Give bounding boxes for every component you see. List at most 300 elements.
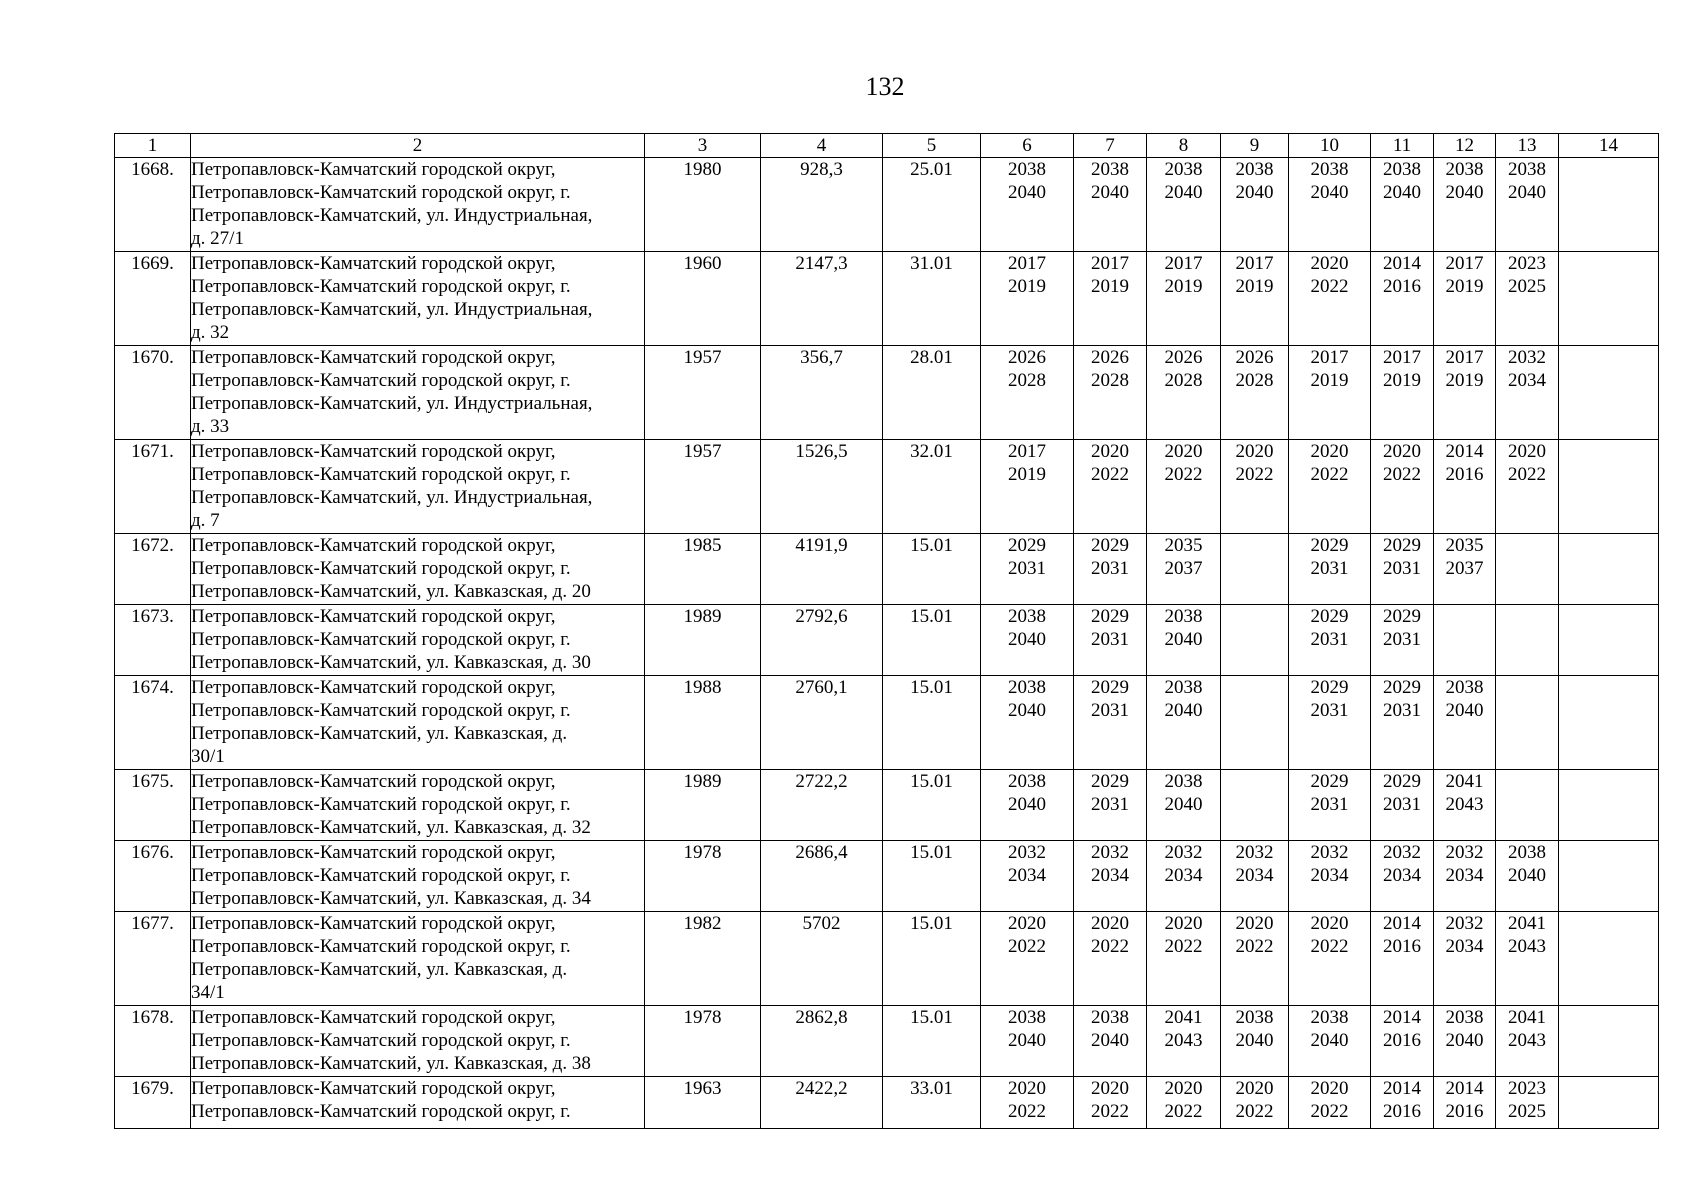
address-line: Петропавловск-Камчатский городской округ, г. [191, 182, 571, 203]
period-cell-col7 [1074, 770, 1147, 841]
period-end-year: 2040 [1008, 182, 1046, 203]
column-header-7: 7 [1074, 134, 1147, 158]
period-end-year: 2034 [1235, 865, 1274, 886]
period-cell-col9 [1221, 770, 1289, 841]
row-number: 1671. [115, 440, 191, 534]
period-end-year: 2034 [1164, 865, 1203, 886]
period-cell-col7 [1074, 841, 1147, 912]
period-end-year: 2040 [1310, 182, 1349, 203]
build-year: 1989 [645, 770, 761, 841]
period-end-year: 2022 [1235, 1101, 1274, 1122]
column-header-6: 6 [981, 134, 1074, 158]
period-cell-col10 [1289, 1006, 1371, 1077]
build-year: 1957 [645, 346, 761, 440]
total-area: 5702 [761, 912, 883, 1006]
period-cell-col9 [1221, 1077, 1289, 1129]
period-end-year: 2019 [1445, 276, 1484, 297]
period-end-year: 2040 [1091, 182, 1129, 203]
build-year: 1985 [645, 534, 761, 605]
period-cell-col11 [1371, 534, 1434, 605]
period-end-year: 2019 [1310, 370, 1349, 391]
address-line: Петропавловск-Камчатский городской округ, [191, 441, 556, 462]
column-header-12: 12 [1434, 134, 1496, 158]
row-number: 1668. [115, 158, 191, 252]
period-start-year: 2017 [1310, 347, 1349, 368]
code-value: 15.01 [883, 770, 981, 841]
row-number: 1670. [115, 346, 191, 440]
column-14-cell [1559, 346, 1659, 440]
period-end-year: 2040 [1164, 182, 1203, 203]
period-cell-col12 [1434, 605, 1496, 676]
period-start-year: 2038 [1235, 159, 1274, 180]
address-line: Петропавловск-Камчатский, ул. Кавказская, д. 34 [191, 888, 591, 909]
period-cell-col7 [1074, 912, 1147, 1006]
period-start-year: 2020 [1508, 441, 1546, 462]
row-number: 1679. [115, 1077, 191, 1129]
period-start-year: 2029 [1008, 535, 1046, 556]
period-end-year: 2016 [1445, 464, 1484, 485]
address-line: Петропавловск-Камчатский городской округ, [191, 771, 556, 792]
code-value: 33.01 [883, 1077, 981, 1129]
period-start-year: 2026 [1235, 347, 1274, 368]
period-start-year: 2029 [1383, 771, 1421, 792]
period-cell-col6 [981, 158, 1074, 252]
row-number: 1678. [115, 1006, 191, 1077]
build-year: 1980 [645, 158, 761, 252]
period-end-year: 2034 [1008, 865, 1046, 886]
table-row [115, 1006, 1659, 1077]
period-cell-col6 [981, 1077, 1074, 1129]
period-start-year: 2029 [1310, 606, 1349, 627]
period-cell-col6 [981, 1006, 1074, 1077]
address-line: Петропавловск-Камчатский городской округ, [191, 1007, 556, 1028]
address-cell [191, 1077, 645, 1129]
column-14-cell [1559, 252, 1659, 346]
period-start-year: 2032 [1091, 842, 1129, 863]
period-cell-col8 [1147, 252, 1221, 346]
period-start-year: 2029 [1310, 677, 1349, 698]
period-start-year: 2038 [1383, 159, 1421, 180]
column-header-3: 3 [645, 134, 761, 158]
column-header-9: 9 [1221, 134, 1289, 158]
period-start-year: 2032 [1235, 842, 1274, 863]
table-row [115, 841, 1659, 912]
table-row [115, 534, 1659, 605]
period-end-year: 2016 [1383, 936, 1421, 957]
code-value: 32.01 [883, 440, 981, 534]
address-line: д. 32 [191, 322, 230, 343]
period-cell-col7 [1074, 1077, 1147, 1129]
address-cell [191, 346, 645, 440]
period-cell-col8 [1147, 1077, 1221, 1129]
period-start-year: 2032 [1383, 842, 1421, 863]
period-start-year: 2020 [1310, 253, 1349, 274]
address-line: Петропавловск-Камчатский, ул. Индустриальная, [191, 393, 593, 414]
period-start-year: 2020 [1310, 441, 1349, 462]
period-cell-col12 [1434, 440, 1496, 534]
period-cell-col8 [1147, 605, 1221, 676]
address-line: Петропавловск-Камчатский городской округ, [191, 913, 556, 934]
total-area: 2862,8 [761, 1006, 883, 1077]
period-cell-col9 [1221, 346, 1289, 440]
period-end-year: 2022 [1164, 1101, 1203, 1122]
period-cell-col12 [1434, 346, 1496, 440]
period-cell-col10 [1289, 252, 1371, 346]
period-cell-col9 [1221, 1006, 1289, 1077]
period-end-year: 2028 [1164, 370, 1203, 391]
address-cell [191, 440, 645, 534]
period-start-year: 2017 [1008, 441, 1046, 462]
period-start-year: 2032 [1508, 347, 1546, 368]
period-end-year: 2022 [1310, 936, 1349, 957]
period-start-year: 2023 [1508, 1078, 1546, 1099]
total-area: 2722,2 [761, 770, 883, 841]
period-cell-col6 [981, 676, 1074, 770]
period-start-year: 2020 [1164, 913, 1203, 934]
code-value: 15.01 [883, 534, 981, 605]
row-number: 1672. [115, 534, 191, 605]
address-line: Петропавловск-Камчатский городской округ, г. [191, 629, 571, 650]
period-cell-col13 [1496, 534, 1559, 605]
page-number: 132 [865, 72, 905, 101]
column-14-cell [1559, 770, 1659, 841]
total-area: 928,3 [761, 158, 883, 252]
period-end-year: 2040 [1164, 629, 1203, 650]
period-end-year: 2031 [1091, 700, 1129, 721]
address-cell [191, 158, 645, 252]
period-cell-col8 [1147, 841, 1221, 912]
period-end-year: 2043 [1508, 1030, 1546, 1051]
column-header-8: 8 [1147, 134, 1221, 158]
period-start-year: 2014 [1445, 1078, 1484, 1099]
period-cell-col11 [1371, 252, 1434, 346]
table-row [115, 440, 1659, 534]
period-start-year: 2035 [1164, 535, 1203, 556]
address-line: Петропавловск-Камчатский, ул. Кавказская, д. [191, 723, 568, 744]
address-line: Петропавловск-Камчатский, ул. Кавказская, д. 32 [191, 817, 591, 838]
build-year: 1978 [645, 1006, 761, 1077]
address-cell [191, 912, 645, 1006]
address-line: Петропавловск-Камчатский городской округ, [191, 842, 556, 863]
period-end-year: 2034 [1310, 865, 1349, 886]
period-start-year: 2038 [1008, 159, 1046, 180]
period-start-year: 2038 [1091, 159, 1129, 180]
period-end-year: 2022 [1008, 1101, 1046, 1122]
period-cell-col8 [1147, 770, 1221, 841]
column-14-cell [1559, 158, 1659, 252]
total-area: 2760,1 [761, 676, 883, 770]
period-start-year: 2035 [1445, 535, 1484, 556]
period-end-year: 2031 [1310, 794, 1349, 815]
period-end-year: 2040 [1445, 1030, 1484, 1051]
period-end-year: 2031 [1310, 700, 1349, 721]
period-end-year: 2031 [1383, 558, 1421, 579]
address-line: Петропавловск-Камчатский городской округ, г. [191, 464, 571, 485]
period-end-year: 2028 [1008, 370, 1046, 391]
period-cell-col11 [1371, 841, 1434, 912]
period-start-year: 2029 [1310, 771, 1349, 792]
period-cell-col9 [1221, 912, 1289, 1006]
period-end-year: 2019 [1008, 464, 1046, 485]
period-start-year: 2032 [1164, 842, 1203, 863]
period-start-year: 2014 [1383, 1078, 1421, 1099]
column-header-14: 14 [1559, 134, 1659, 158]
period-end-year: 2022 [1008, 936, 1046, 957]
period-start-year: 2017 [1091, 253, 1129, 274]
table-row [115, 770, 1659, 841]
period-end-year: 2016 [1383, 1101, 1421, 1122]
period-end-year: 2028 [1091, 370, 1129, 391]
period-start-year: 2017 [1383, 347, 1421, 368]
total-area: 2422,2 [761, 1077, 883, 1129]
period-cell-col6 [981, 605, 1074, 676]
row-number: 1675. [115, 770, 191, 841]
period-cell-col11 [1371, 346, 1434, 440]
period-start-year: 2014 [1383, 1007, 1421, 1028]
period-start-year: 2029 [1383, 535, 1421, 556]
period-start-year: 2038 [1164, 771, 1203, 792]
period-start-year: 2026 [1091, 347, 1129, 368]
period-cell-col12 [1434, 158, 1496, 252]
period-cell-col8 [1147, 346, 1221, 440]
period-cell-col7 [1074, 1006, 1147, 1077]
period-end-year: 2034 [1091, 865, 1129, 886]
period-start-year: 2014 [1383, 253, 1421, 274]
address-line: Петропавловск-Камчатский городской округ, г. [191, 1101, 571, 1122]
period-end-year: 2043 [1508, 936, 1546, 957]
address-line: Петропавловск-Камчатский, ул. Индустриальная, [191, 487, 593, 508]
period-start-year: 2038 [1008, 1007, 1046, 1028]
total-area: 2792,6 [761, 605, 883, 676]
column-14-cell [1559, 605, 1659, 676]
period-cell-col6 [981, 770, 1074, 841]
address-line: д. 7 [191, 510, 220, 531]
period-end-year: 2031 [1310, 558, 1349, 579]
period-start-year: 2038 [1445, 159, 1484, 180]
address-line: Петропавловск-Камчатский городской округ, [191, 347, 556, 368]
period-cell-col7 [1074, 158, 1147, 252]
period-end-year: 2028 [1235, 370, 1274, 391]
period-end-year: 2034 [1383, 865, 1421, 886]
period-end-year: 2022 [1235, 464, 1274, 485]
period-cell-col12 [1434, 912, 1496, 1006]
period-cell-col13 [1496, 841, 1559, 912]
column-header-4: 4 [761, 134, 883, 158]
table-row [115, 605, 1659, 676]
address-line: Петропавловск-Камчатский, ул. Кавказская, д. 38 [191, 1053, 591, 1074]
period-end-year: 2022 [1164, 936, 1203, 957]
period-start-year: 2020 [1235, 1078, 1274, 1099]
period-end-year: 2019 [1235, 276, 1274, 297]
period-cell-col10 [1289, 346, 1371, 440]
period-start-year: 2029 [1310, 535, 1349, 556]
period-cell-col7 [1074, 676, 1147, 770]
period-start-year: 2026 [1008, 347, 1046, 368]
period-cell-col10 [1289, 770, 1371, 841]
period-end-year: 2022 [1235, 936, 1274, 957]
period-start-year: 2014 [1445, 441, 1484, 462]
period-cell-col7 [1074, 605, 1147, 676]
period-start-year: 2041 [1164, 1007, 1203, 1028]
period-end-year: 2019 [1008, 276, 1046, 297]
period-start-year: 2017 [1164, 253, 1203, 274]
period-end-year: 2040 [1383, 182, 1421, 203]
period-cell-col11 [1371, 1006, 1434, 1077]
period-start-year: 2041 [1508, 913, 1546, 934]
period-start-year: 2038 [1008, 677, 1046, 698]
period-start-year: 2038 [1508, 159, 1546, 180]
period-cell-col10 [1289, 1077, 1371, 1129]
period-end-year: 2019 [1091, 276, 1129, 297]
period-start-year: 2020 [1008, 1078, 1046, 1099]
column-header-5: 5 [883, 134, 981, 158]
build-year: 1988 [645, 676, 761, 770]
table-row [115, 912, 1659, 1006]
address-cell [191, 252, 645, 346]
code-value: 31.01 [883, 252, 981, 346]
period-cell-col10 [1289, 676, 1371, 770]
period-cell-col13 [1496, 252, 1559, 346]
column-header-13: 13 [1496, 134, 1559, 158]
period-start-year: 2014 [1383, 913, 1421, 934]
period-end-year: 2040 [1164, 794, 1203, 815]
period-end-year: 2031 [1310, 629, 1349, 650]
period-end-year: 2022 [1508, 464, 1546, 485]
address-line: Петропавловск-Камчатский городской округ, г. [191, 936, 571, 957]
period-end-year: 2022 [1383, 464, 1421, 485]
address-cell [191, 1006, 645, 1077]
period-cell-col10 [1289, 605, 1371, 676]
period-start-year: 2038 [1445, 1007, 1484, 1028]
build-year: 1982 [645, 912, 761, 1006]
address-cell [191, 841, 645, 912]
period-cell-col6 [981, 912, 1074, 1006]
build-year: 1978 [645, 841, 761, 912]
period-cell-col8 [1147, 158, 1221, 252]
address-line: 34/1 [191, 982, 225, 1003]
table-row [115, 252, 1659, 346]
period-cell-col8 [1147, 912, 1221, 1006]
period-start-year: 2038 [1310, 159, 1349, 180]
period-end-year: 2043 [1164, 1030, 1203, 1051]
period-start-year: 2029 [1383, 606, 1421, 627]
period-cell-col8 [1147, 534, 1221, 605]
period-end-year: 2022 [1310, 1101, 1349, 1122]
period-start-year: 2029 [1091, 535, 1129, 556]
period-cell-col11 [1371, 676, 1434, 770]
total-area: 2686,4 [761, 841, 883, 912]
period-cell-col12 [1434, 252, 1496, 346]
period-end-year: 2040 [1445, 182, 1484, 203]
period-cell-col11 [1371, 440, 1434, 534]
period-cell-col10 [1289, 841, 1371, 912]
period-end-year: 2040 [1235, 1030, 1274, 1051]
period-cell-col12 [1434, 1006, 1496, 1077]
period-cell-col7 [1074, 252, 1147, 346]
period-cell-col9 [1221, 534, 1289, 605]
period-cell-col13 [1496, 912, 1559, 1006]
period-end-year: 2019 [1383, 370, 1421, 391]
address-line: Петропавловск-Камчатский городской округ, [191, 535, 556, 556]
period-cell-col6 [981, 252, 1074, 346]
period-start-year: 2038 [1008, 606, 1046, 627]
period-end-year: 2025 [1508, 1101, 1546, 1122]
table-body [115, 158, 1659, 1129]
period-end-year: 2040 [1445, 700, 1484, 721]
period-start-year: 2020 [1008, 913, 1046, 934]
period-cell-col6 [981, 346, 1074, 440]
period-start-year: 2032 [1445, 842, 1484, 863]
address-line: Петропавловск-Камчатский городской округ, [191, 1078, 556, 1099]
period-cell-col13 [1496, 770, 1559, 841]
period-start-year: 2020 [1310, 913, 1349, 934]
build-year: 1989 [645, 605, 761, 676]
period-cell-col9 [1221, 841, 1289, 912]
period-start-year: 2029 [1091, 771, 1129, 792]
period-start-year: 2038 [1235, 1007, 1274, 1028]
period-end-year: 2040 [1008, 700, 1046, 721]
period-start-year: 2038 [1310, 1007, 1349, 1028]
period-end-year: 2022 [1310, 276, 1349, 297]
column-14-cell [1559, 440, 1659, 534]
period-start-year: 2032 [1310, 842, 1349, 863]
period-start-year: 2026 [1164, 347, 1203, 368]
period-end-year: 2025 [1508, 276, 1546, 297]
period-start-year: 2020 [1310, 1078, 1349, 1099]
total-area: 4191,9 [761, 534, 883, 605]
address-line: Петропавловск-Камчатский городской округ, [191, 253, 556, 274]
column-14-cell [1559, 841, 1659, 912]
period-end-year: 2040 [1164, 700, 1203, 721]
period-end-year: 2040 [1008, 794, 1046, 815]
code-value: 15.01 [883, 676, 981, 770]
period-end-year: 2040 [1310, 1030, 1349, 1051]
address-line: Петропавловск-Камчатский городской округ, г. [191, 370, 571, 391]
period-end-year: 2040 [1235, 182, 1274, 203]
period-start-year: 2032 [1008, 842, 1046, 863]
table-row [115, 676, 1659, 770]
period-end-year: 2016 [1383, 276, 1421, 297]
address-cell [191, 770, 645, 841]
address-line: Петропавловск-Камчатский, ул. Кавказская, д. [191, 959, 568, 980]
row-number: 1677. [115, 912, 191, 1006]
address-line: Петропавловск-Камчатский городской округ, г. [191, 558, 571, 579]
period-end-year: 2022 [1091, 464, 1129, 485]
period-cell-col9 [1221, 158, 1289, 252]
code-value: 25.01 [883, 158, 981, 252]
period-cell-col13 [1496, 605, 1559, 676]
column-14-cell [1559, 1077, 1659, 1129]
period-cell-col6 [981, 841, 1074, 912]
period-start-year: 2038 [1164, 677, 1203, 698]
period-cell-col13 [1496, 1006, 1559, 1077]
row-number: 1669. [115, 252, 191, 346]
address-line: Петропавловск-Камчатский городской округ, г. [191, 865, 571, 886]
address-line: Петропавловск-Камчатский, ул. Индустриальная, [191, 205, 593, 226]
code-value: 15.01 [883, 1006, 981, 1077]
period-start-year: 2038 [1008, 771, 1046, 792]
address-line: д. 33 [191, 416, 230, 437]
period-end-year: 2034 [1508, 370, 1546, 391]
build-year: 1957 [645, 440, 761, 534]
period-start-year: 2020 [1235, 913, 1274, 934]
code-value: 28.01 [883, 346, 981, 440]
period-cell-col13 [1496, 676, 1559, 770]
period-start-year: 2041 [1445, 771, 1484, 792]
period-end-year: 2022 [1091, 936, 1129, 957]
period-end-year: 2037 [1445, 558, 1484, 579]
period-cell-col11 [1371, 770, 1434, 841]
